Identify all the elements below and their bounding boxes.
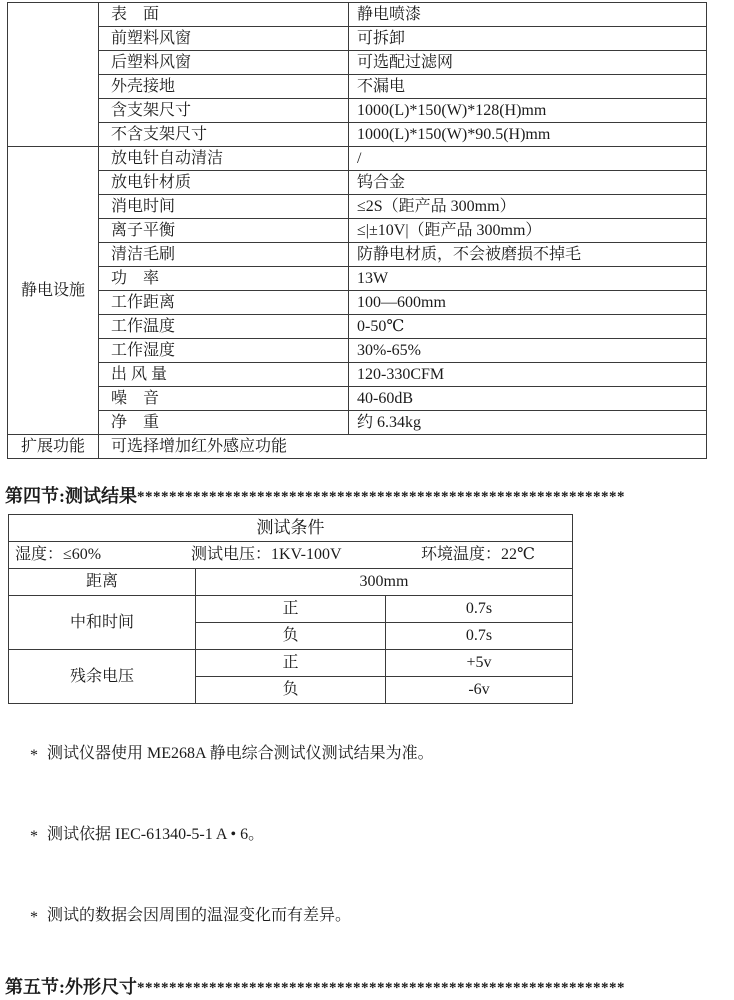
table-row <box>8 411 707 435</box>
result-group-cell: 中和时间 <box>9 596 196 650</box>
spec-value-cell: 可拆卸 <box>349 27 707 51</box>
spec-group-cell <box>8 3 99 147</box>
table-row <box>9 569 573 596</box>
table-row <box>9 650 573 677</box>
spec-value-cell: 100—600mm <box>349 291 707 315</box>
spec-value-cell: 1000(L)*150(W)*128(H)mm <box>349 99 707 123</box>
spec-label-cell: 放电针材质 <box>99 171 349 195</box>
table-row <box>8 171 707 195</box>
condition-humidity: 湿度：≤60% <box>15 546 102 563</box>
section4-stars: ************************************************************* <box>137 489 625 505</box>
polarity-cell: 正 <box>196 650 386 677</box>
test-conditions-cell <box>9 542 573 569</box>
document-page <box>0 2 734 997</box>
table-row <box>8 363 707 387</box>
table-row <box>8 195 707 219</box>
spec-group-cell: 扩展功能 <box>8 435 99 459</box>
test-conditions-table <box>8 514 573 704</box>
spec-label-cell: 工作温度 <box>99 315 349 339</box>
spec-group-cell: 静电设施 <box>8 147 99 435</box>
condition-ambient-temperature: 环境温度：22℃ <box>421 546 535 563</box>
table-row <box>8 123 707 147</box>
footnote-marker: * <box>30 747 38 764</box>
section5-heading <box>5 976 734 1000</box>
polarity-cell: 负 <box>196 677 386 704</box>
spec-value-cell: ≤2S（距产品 300mm） <box>349 195 707 219</box>
spec-label-cell: 前塑料风窗 <box>99 27 349 51</box>
spec-value-cell: 防静电材质，不会被磨损不掉毛 <box>349 243 707 267</box>
result-value-cell: -6v <box>386 677 573 704</box>
spec-label-cell: 出 风 量 <box>99 363 349 387</box>
spec-value-cell: 约 6.34kg <box>349 411 707 435</box>
spec-label-cell: 不含支架尺寸 <box>99 123 349 147</box>
section5-stars: ************************************************************* <box>137 980 625 996</box>
spec-label-cell: 净 重 <box>99 411 349 435</box>
table-row <box>9 596 573 623</box>
table-row <box>8 219 707 243</box>
table-row <box>9 542 573 569</box>
polarity-cell: 正 <box>196 596 386 623</box>
spec-value-cell: ≤|±10V|（距产品 300mm） <box>349 219 707 243</box>
section4-title: 第四节:测试结果 <box>5 486 137 506</box>
spec-value-cell: 40-60dB <box>349 387 707 411</box>
spec-label-cell: 清洁毛刷 <box>99 243 349 267</box>
table-row <box>8 291 707 315</box>
spec-value-cell: 1000(L)*150(W)*90.5(H)mm <box>349 123 707 147</box>
table-row <box>8 315 707 339</box>
table-row <box>8 267 707 291</box>
spec-table <box>7 2 707 459</box>
table-row <box>8 387 707 411</box>
result-group-cell: 残余电压 <box>9 650 196 704</box>
table-row <box>8 147 707 171</box>
result-value-cell: +5v <box>386 650 573 677</box>
polarity-cell: 负 <box>196 623 386 650</box>
table-row <box>8 435 707 459</box>
spec-value-cell: 120-330CFM <box>349 363 707 387</box>
spec-value-cell: 30%-65% <box>349 339 707 363</box>
spec-label-cell: 工作湿度 <box>99 339 349 363</box>
table-row <box>8 243 707 267</box>
spec-value-cell: 不漏电 <box>349 75 707 99</box>
spec-label-cell: 消电时间 <box>99 195 349 219</box>
spec-label-cell: 外壳接地 <box>99 75 349 99</box>
footnote <box>6 794 734 875</box>
section5-title: 第五节:外形尺寸 <box>5 977 137 997</box>
conditions-row <box>9 542 572 568</box>
spec-label-cell: 表 面 <box>99 3 349 27</box>
spec-value-cell: 静电喷漆 <box>349 3 707 27</box>
spec-value-cell: 可选配过滤网 <box>349 51 707 75</box>
spec-value-cell: 13W <box>349 267 707 291</box>
result-value-cell: 0.7s <box>386 623 573 650</box>
distance-label-cell: 距离 <box>9 569 196 596</box>
spec-extension-value-cell: 可选择增加红外感应功能 <box>99 435 707 459</box>
footnote-text: 测试仪器使用 ME268A 静电综合测试仪测试结果为准。 <box>47 745 434 762</box>
spec-label-cell: 工作距离 <box>99 291 349 315</box>
spec-value-cell: 钨合金 <box>349 171 707 195</box>
spec-label-cell: 噪 音 <box>99 387 349 411</box>
footnote-marker: * <box>30 828 38 845</box>
spec-label-cell: 功 率 <box>99 267 349 291</box>
table-row <box>8 51 707 75</box>
result-value-cell: 0.7s <box>386 596 573 623</box>
footnote-text: 测试的数据会因周围的温湿变化而有差异。 <box>47 907 352 924</box>
condition-test-voltage: 测试电压：1KV-100V <box>191 546 342 563</box>
table-row <box>9 515 573 542</box>
section4-heading <box>5 485 734 509</box>
table-row <box>8 75 707 99</box>
spec-value-cell: 0-50℃ <box>349 315 707 339</box>
footnote-text: 测试依据 IEC-61340-5-1 A • 6。 <box>47 826 265 843</box>
spec-value-cell: / <box>349 147 707 171</box>
footnote-marker: * <box>30 909 38 926</box>
table-row <box>8 3 707 27</box>
spec-label-cell: 后塑料风窗 <box>99 51 349 75</box>
table-row <box>8 99 707 123</box>
spec-label-cell: 离子平衡 <box>99 219 349 243</box>
test-table-header-cell: 测试条件 <box>9 515 573 542</box>
spec-label-cell: 含支架尺寸 <box>99 99 349 123</box>
footnotes <box>6 713 734 956</box>
table-row <box>8 27 707 51</box>
table-row <box>8 339 707 363</box>
footnote <box>6 875 734 956</box>
footnote <box>6 713 734 794</box>
spec-label-cell: 放电针自动清洁 <box>99 147 349 171</box>
distance-value-cell: 300mm <box>196 569 573 596</box>
